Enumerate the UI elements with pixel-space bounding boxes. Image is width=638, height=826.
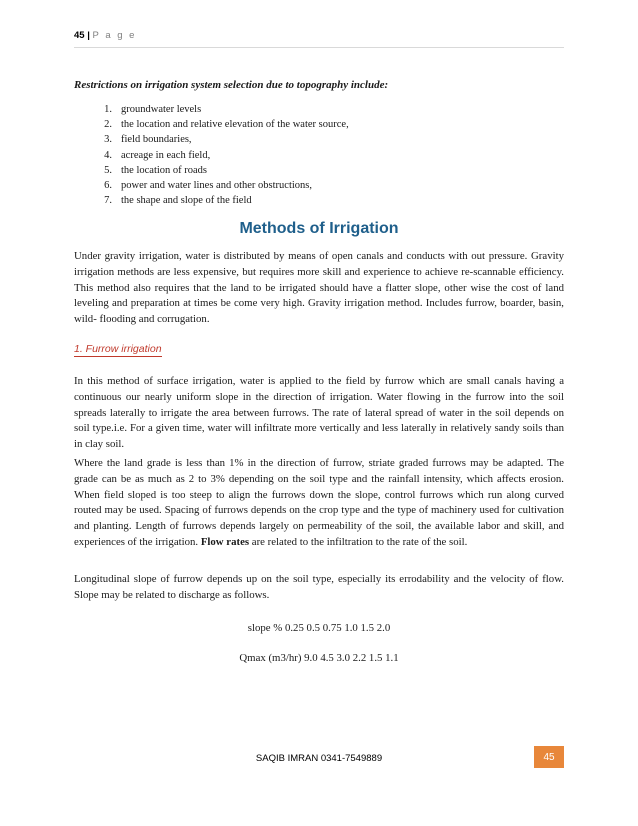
slope-values-line: slope % 0.25 0.5 0.75 1.0 1.5 2.0 xyxy=(247,622,391,634)
list-item xyxy=(74,102,554,117)
list-item-text: the shape and slope of the field xyxy=(121,195,252,207)
furrow-paragraph-3: Longitudinal slope of furrow depends up on the soil type, especially its errodability and the velocity of flow. Slope may be related to discharge as follows. xyxy=(74,573,564,601)
header-page-number: 45 xyxy=(74,30,85,41)
list-item xyxy=(74,148,554,163)
furrow-irrigation-heading: 1. Furrow irrigation xyxy=(74,343,162,355)
list-item-text: the location and relative elevation of the water source, xyxy=(121,119,349,131)
methods-intro-paragraph: Under gravity irrigation, water is distributed by means of open canals and conducts with out pressure. Gravity irrigation methods are less expensive, but requires more skill and experience to achieve re-scannable efficiency. This method also requires that the land to be irrigated should have a flatter slope, other wise the cost of land leveling and preparation at times be come very high. Gravity irrigation method. Includes furrow, boarder, basin, wild- flooding and corrugation. xyxy=(74,250,564,326)
list-item-text: field boundaries, xyxy=(121,134,192,146)
list-item-number: 6. xyxy=(104,180,112,192)
list-item-text: groundwater levels xyxy=(121,104,202,115)
flow-rates-term: Flow rates xyxy=(200,535,250,548)
list-item-text: acreage in each field, xyxy=(121,149,211,161)
restrictions-heading: Restrictions on irrigation system selection due to topography include: xyxy=(74,79,389,91)
header-page-word: P a g e xyxy=(92,30,137,41)
list-item-number: 7. xyxy=(104,195,112,207)
list-item-text: the location of roads xyxy=(121,164,208,176)
furrow-paragraph-2-end: are related to the infiltration to the rate of the soil. xyxy=(249,535,468,548)
page-header xyxy=(74,30,564,48)
list-item xyxy=(74,117,554,132)
list-item-number: 2. xyxy=(104,119,112,131)
list-item-number: 3. xyxy=(104,134,112,146)
list-item-number: 1. xyxy=(104,104,112,115)
section-title: Methods of Irrigation xyxy=(239,220,399,237)
footer-page-number: 45 xyxy=(534,746,564,768)
list-item-number: 5. xyxy=(104,164,112,176)
furrow-paragraph-2 xyxy=(74,456,564,551)
list-item xyxy=(74,132,554,147)
list-item-text: power and water lines and other obstructions, xyxy=(121,180,312,192)
restrictions-list xyxy=(74,102,554,208)
qmax-values-line: Qmax (m3/hr) 9.0 4.5 3.0 2.2 1.5 1.1 xyxy=(239,652,399,664)
header-separator: | xyxy=(87,30,90,41)
list-item xyxy=(74,178,554,193)
furrow-paragraph-1: In this method of surface irrigation, water is applied to the field by furrow which are small canals having a continuous our nearly uniform slope in the direction of irrigation. Water flowing in the furrow into the soil spreads laterally to irrigate the area between furrows. The rate of lateral spread of water in the soil depends on soil type.i.e. For a given time, water will infiltrate more vertically and less laterally in relatively sandy soils than in clay soil. xyxy=(74,375,564,451)
footer-author: SAQIB IMRAN 0341-7549889 xyxy=(255,753,383,764)
list-item xyxy=(74,163,554,178)
furrow-paragraph-2-start: Where the land grade is less than 1% in the direction of furrow, striate graded furrows may be adapted. The grade can be as much as 2 to 3% depending on the soil type and the rainfall intensity, which affects erosion. When field sloped is too steep to align the furrows down the slope, control furrows which run along curved routed may be used. Spacing of furrows depends on the crop type and the type of machinery used for cultivation and planting. Length of furrows depends largely on permeability of the soil, the available labor and skill, and experiences of the irrigation. xyxy=(74,457,564,548)
list-item-number: 4. xyxy=(104,149,112,161)
list-item xyxy=(74,193,554,208)
